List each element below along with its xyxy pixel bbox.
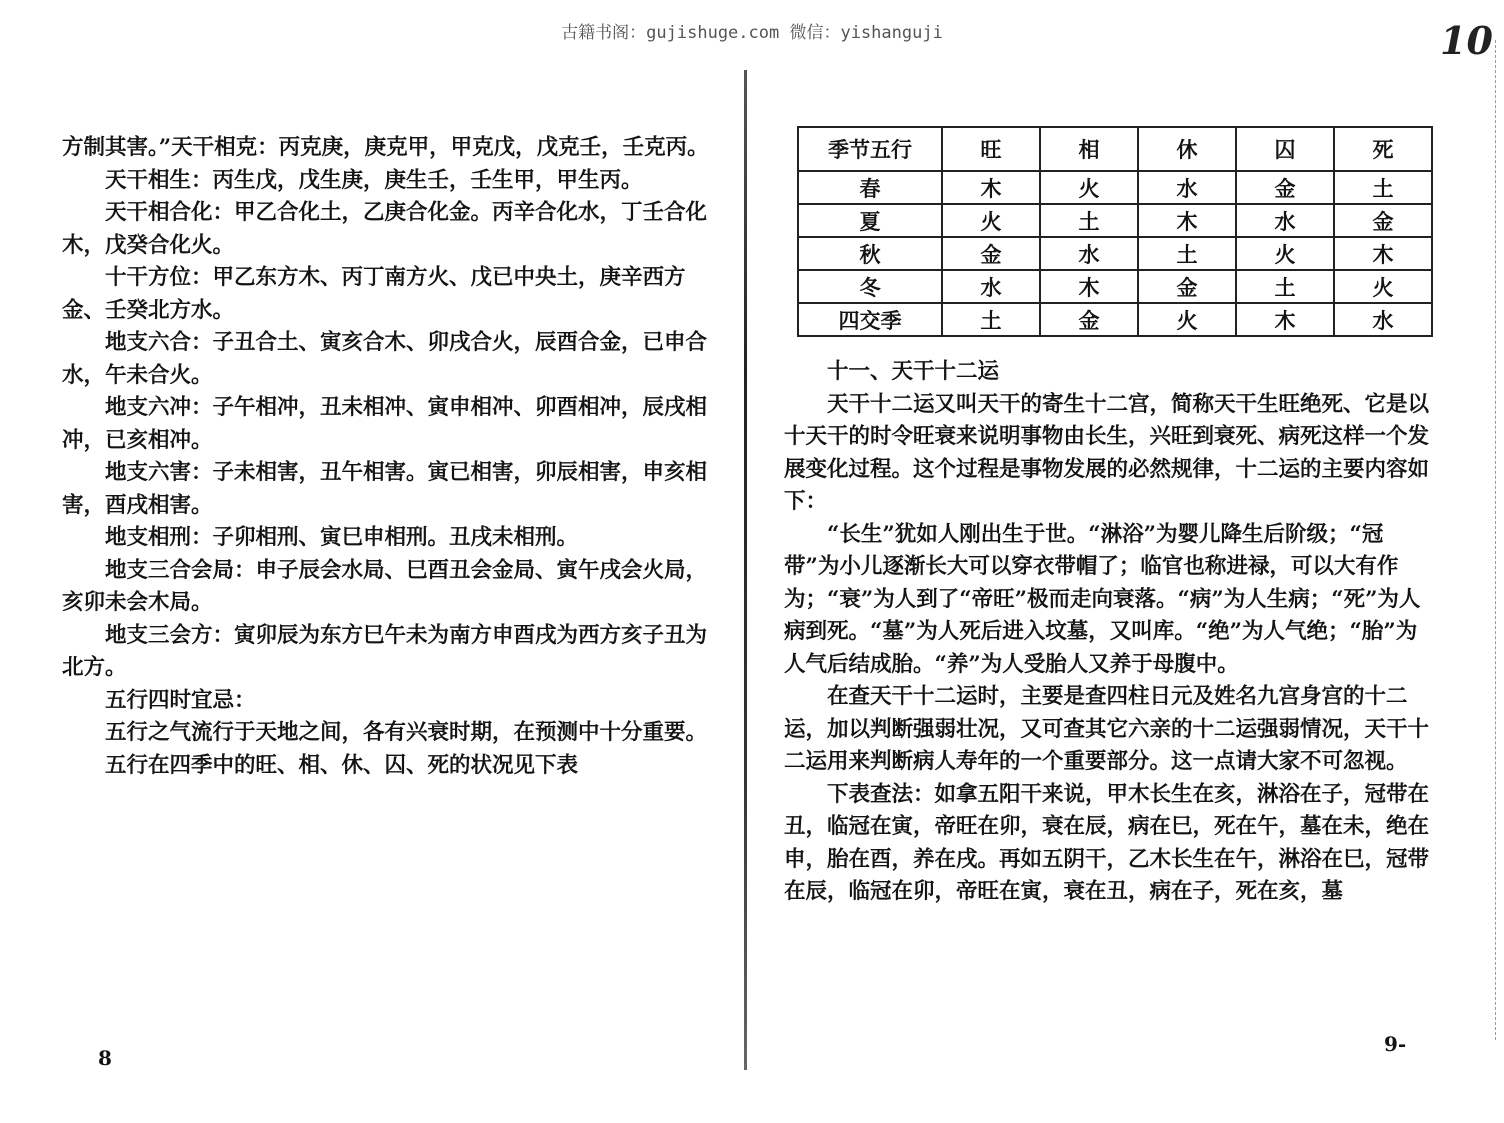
table-cell: 冬 [798,270,942,303]
table-cell: 水 [1334,303,1432,336]
right-paragraph: “长生”犹如人刚出生于世。“淋浴”为婴儿降生后阶级；“冠带”为小儿逐渐长大可以穿衣带帽了；临官也称进禄，可以大有作为；“衰”为人到了“帝旺”极而走向衰落。“病”为人生病；“死”为人病到死。“墓”为人死后进入坟墓，又叫库。“绝”为人气绝；“胎”为人气后结成胎。“养”为人受胎人又养于母腹中。 [784,521,1421,677]
table-cell: 水 [1138,171,1236,204]
table-header-cell: 相 [1040,127,1138,171]
left-paragraph: 五行四时宜忌： [105,687,256,713]
left-paragraph: 方制其害。”天干相克：丙克庚，庚克甲，甲克戊，戊克壬，壬克丙。 [62,135,709,160]
table-cell: 火 [942,204,1040,237]
section-heading: 十一、天干十二运 [827,359,1000,384]
table-cell: 秋 [798,237,942,270]
table-cell: 土 [942,303,1040,336]
left-paragraph: 地支六合：子丑合土、寅亥合木、卯戌合火，辰酉合金，已申合水，午未合火。 [62,330,708,388]
table-cell: 木 [1040,270,1138,303]
right-page-text [784,356,1432,909]
table-cell: 金 [1236,171,1334,204]
table-cell: 火 [1236,237,1334,270]
right-paragraph: 在查天干十二运时，主要是查四柱日元及姓名九宫身宫的十二运，加以判断强弱壮况，又可查其它六亲的十二运强弱情况，天干十二运用来判断病人寿年的一个重要部分。这一点请大家不可忽视。 [784,684,1430,774]
table-row [798,204,1432,237]
table-cell: 金 [1334,204,1432,237]
table-header-cell: 休 [1138,127,1236,171]
table-row [798,303,1432,336]
table-header-cell: 旺 [942,127,1040,171]
table-cell: 火 [1334,270,1432,303]
table-cell: 木 [1138,204,1236,237]
left-paragraph: 地支相刑：子卯相刑、寅巳申相刑。丑戌未相刑。 [105,525,579,550]
table-header-cell: 死 [1334,127,1432,171]
table-cell: 春 [798,171,942,204]
book-spine [744,70,747,1070]
table-cell: 火 [1040,171,1138,204]
left-paragraph: 地支六冲：子午相冲，丑未相冲、寅申相冲、卯酉相冲，辰戌相冲，已亥相冲。 [62,395,708,453]
right-paragraph: 天干十二运又叫天干的寄生十二宫，简称天干生旺绝死、它是以十天干的时令旺衰来说明事物由长生，兴旺到衰死、病死这样一个发展变化过程。这个过程是事物发展的必然规律，十二运的主要内容如下： [784,391,1430,514]
table-cell: 水 [1040,237,1138,270]
left-paragraph: 地支六害：子未相害，丑午相害。寅已相害，卯辰相害，申亥相害，酉戌相害。 [62,460,708,518]
watermark: 古籍书阁：gujishuge.com 微信：yishanguji [561,23,943,43]
table-cell: 木 [1236,303,1334,336]
right-page-number: 9- [1384,1032,1407,1056]
table-cell: 土 [1138,237,1236,270]
left-paragraph: 十干方位：甲乙东方木、丙丁南方火、戊已中央土，庚辛西方金、壬癸北方水。 [62,265,686,323]
table-cell: 木 [942,171,1040,204]
table-cell: 水 [1236,204,1334,237]
table-cell: 金 [942,237,1040,270]
table-cell: 四交季 [798,303,942,336]
table-header-cell: 季节五行 [798,127,942,171]
table-cell: 土 [1334,171,1432,204]
left-paragraph: 天干相生：丙生戊，戊生庚，庚生壬，壬生甲，甲生丙。 [105,167,643,193]
left-paragraph: 五行在四季中的旺、相、休、囚、死的状况见下表 [105,752,579,778]
left-page-number: 8 [98,1046,112,1070]
handwritten-page-number: 10 [1440,18,1493,63]
left-paragraph: 地支三合会局：申子辰会水局、巳酉丑会金局、寅午戌会火局，亥卯未会木局。 [62,557,708,615]
table-row [798,270,1432,303]
table-row [798,171,1432,204]
table-cell: 金 [1138,270,1236,303]
left-paragraph: 天干相合化：甲乙合化土，乙庚合化金。丙辛合化水，丁壬合化木，戊癸合化火。 [62,200,708,258]
table-cell: 木 [1334,237,1432,270]
table-header-row [798,127,1432,171]
table-cell: 夏 [798,204,942,237]
table-row [798,237,1432,270]
left-paragraph: 五行之气流行于天地之间，各有兴衰时期，在预测中十分重要。 [105,720,708,745]
table-header-cell: 囚 [1236,127,1334,171]
right-paragraph: 下表查法：如拿五阳干来说，甲木长生在亥，淋浴在子，冠带在丑，临冠在寅，帝旺在卯，衰在辰，病在巳，死在午，墓在未，绝在申，胎在酉，养在戌。再如五阴干，乙木长生在午，淋浴在巳，冠带在辰，临冠在卯，帝旺在寅，衰在丑，病在子，死在亥，墓 [784,781,1430,904]
page-edge [1495,40,1504,1040]
table-cell: 火 [1138,303,1236,336]
table-cell: 土 [1040,204,1138,237]
table-cell: 水 [942,270,1040,303]
season-five-elements-table [797,126,1433,337]
left-page-text [62,132,724,782]
left-paragraph: 地支三会方：寅卯辰为东方巳午未为南方申酉戌为西方亥子丑为北方。 [62,622,708,680]
table-cell: 土 [1236,270,1334,303]
table-cell: 金 [1040,303,1138,336]
